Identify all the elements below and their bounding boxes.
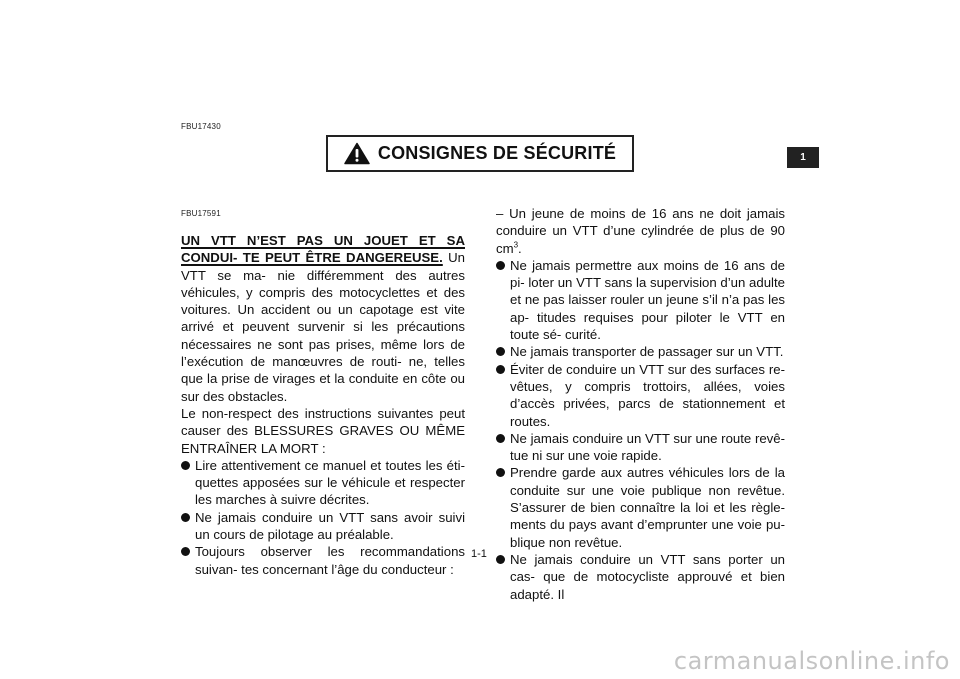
section-code-body: FBU17591 — [181, 209, 221, 218]
intro-text: Un VTT se ma- nie différemment des autres véhicules, y compris des motocyclettes et des voitures. Un accident ou un capotage est vite arrivé et peuvent survenir si les précautions nécessaires ne sont pas prises, même lors de l’exécution de manœuvres de routi- ne, telles que la prise de virages et la conduite en côte ou sur des obstacles. — [181, 250, 465, 404]
bullet-icon — [496, 347, 505, 356]
warning-paragraph: Le non-respect des instructions suivantes peut causer des BLESSURES GRAVES OU MÊME ENTRAÎNER LA MORT : — [181, 405, 465, 456]
bullet-icon — [496, 468, 505, 477]
list-item: Éviter de conduire un VTT sur des surfaces re- vêtues, y compris trottoirs, allées, voies d’accès privées, parcs de stationnement et routes. — [496, 361, 785, 430]
page-number: 1-1 — [471, 548, 487, 560]
bullet-icon — [496, 261, 505, 270]
list-item: Ne jamais permettre aux moins de 16 ans de pi- loter un VTT sans la supervision d’un adulte et ne pas laisser rouler un jeune s’il n’a pas les ap- titudes requises pour piloter le VTT en toute sé- curité. — [496, 257, 785, 343]
section-code-title: FBU17430 — [181, 122, 221, 131]
bullet-icon — [181, 547, 190, 556]
danger-heading: UN VTT N’EST PAS UN JOUET ET SA CONDUI- TE PEUT ÊTRE DANGEREUSE. — [181, 233, 465, 266]
watermark: carmanualsonline.info — [673, 647, 950, 675]
chapter-tab: 1 — [787, 147, 819, 168]
list-item: Ne jamais conduire un VTT sur une route revê- tue ni sur une voie rapide. — [496, 430, 785, 465]
bullet-icon — [496, 555, 505, 564]
list-item: Toujours observer les recommandations suivan- tes concernant l’âge du conducteur : — [181, 543, 465, 578]
warning-triangle-icon — [344, 142, 370, 165]
bullet-icon — [496, 365, 505, 374]
bullet-icon — [181, 513, 190, 522]
list-item: Prendre garde aux autres véhicules lors de la conduite sur une voie publique non revêtue. S’assurer de bien connaître la loi et les règle- ments du pays avant d’emprunter une voie pu- blique non revêtue. — [496, 464, 785, 550]
section-title: CONSIGNES DE SÉCURITÉ — [377, 143, 617, 163]
bullet-icon — [496, 434, 505, 443]
bullet-icon — [181, 461, 190, 470]
list-item: Ne jamais conduire un VTT sans porter un cas- que de motocycliste approuvé et bien adapté. Il — [496, 551, 785, 603]
right-column — [496, 205, 785, 603]
intro-paragraph — [181, 232, 465, 405]
age-rule-item: – Un jeune de moins de 16 ans ne doit jamais conduire un VTT d’une cylindrée de plus de 90 $cm^3$. — [496, 206, 785, 256]
left-column — [181, 232, 465, 578]
section-title-box — [326, 135, 634, 172]
list-item: Ne jamais conduire un VTT sans avoir suivi un cours de pilotage au préalable. — [181, 509, 465, 544]
superscript: 3 — [513, 240, 519, 250]
list-item: Ne jamais transporter de passager sur un VTT. — [496, 343, 785, 360]
list-item: Lire attentivement ce manuel et toutes les éti- quettes apposées sur le véhicule et respecter les marches à suivre décrites. — [181, 457, 465, 509]
